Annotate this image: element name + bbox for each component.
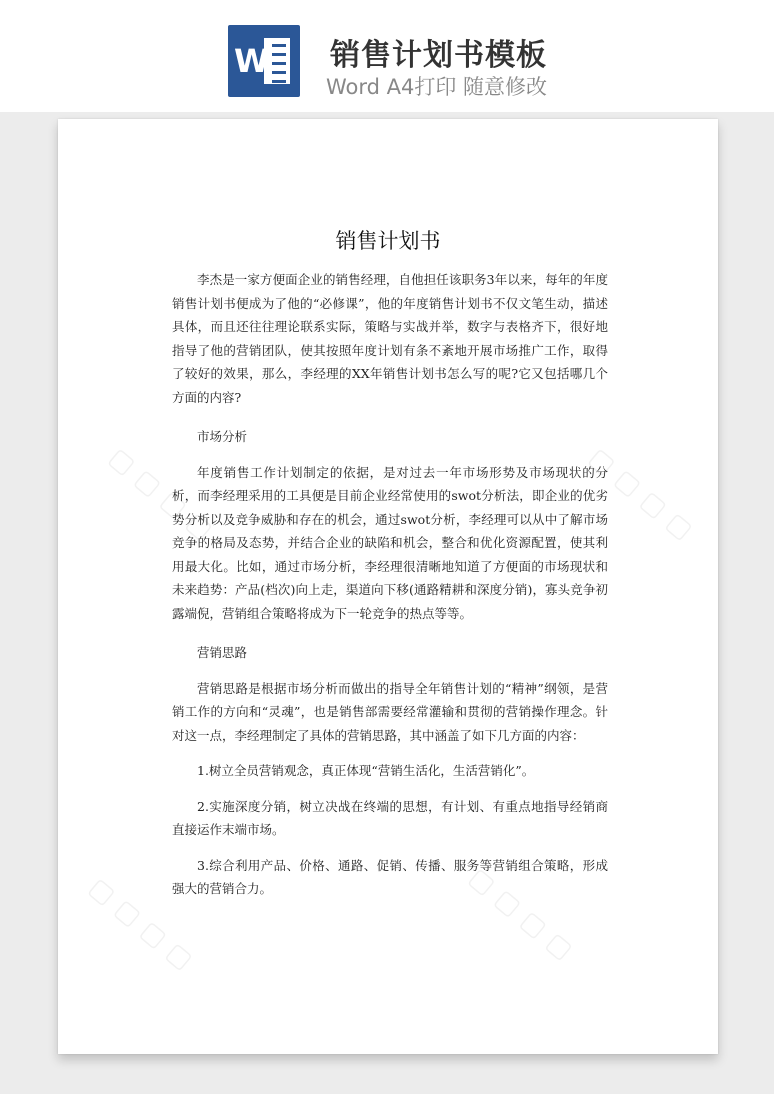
watermark-mark: ▢ ▢ ▢ ▢ <box>463 862 579 966</box>
document-page <box>58 119 718 1054</box>
watermark-mark: ▢ ▢ ▢ ▢ <box>103 442 219 546</box>
document-title: 销售计划书 <box>335 229 441 253</box>
word-doc-icon <box>228 25 300 97</box>
list-item: 2.实施深度分销，树立决战在终端的思想，有计划、有重点地指导经销商直接运作末端市场。 <box>172 798 608 837</box>
header-subtitle: Word A4打印 随意修改 <box>326 75 548 99</box>
marketing-ideas-paragraph: 营销思路是根据市场分析而做出的指导全年销售计划的“精神”纲领，是营销工作的方向和“灵魂”，也是销售部需要经常灌输和贯彻的营销操作理念。针对这一点，李经理制定了具体的营销思路，其中涵盖了如下几方面的内容： <box>172 680 608 743</box>
header-banner <box>0 0 774 112</box>
watermark-mark: ▢ ▢ ▢ ▢ <box>83 872 199 976</box>
intro-paragraph: 李杰是一家方便面企业的销售经理，自他担任该职务3年以来，每年的年度销售计划书便成为了他的“必修课”，他的年度销售计划书不仅文笔生动，描述具体，而且还往往理论联系实际，策略与实战并举，数字与表格齐下，很好地指导了他的营销团队，使其按照年度计划有条不紊地开展市场推广工作，取得了较好的效果，那么，李经理的XX年销售计划书怎么写的呢?它又包括哪几个方面的内容? <box>172 272 608 405</box>
market-analysis-paragraph: 年度销售工作计划制定的依据，是对过去一年市场形势及市场现状的分析，而李经理采用的工具便是目前企业经常使用的swot分析法，即企业的优劣势分析以及竞争威胁和存在的机会，通过swot分析，李经理可以从中了解市场竞争的格局及态势，并结合企业的缺陷和机会，整合和优化资源配置，使其利用最大化。比如，通过市场分析，李经理很清晰地知道了方便面的市场现状和未来趋势：产品(档次)向上走，渠道向下移(通路精耕和深度分销)，寡头竞争初露端倪，营销组合策略将成为下一轮竞争的热点等等。 <box>172 464 608 621</box>
word-logo-letter: W <box>234 42 270 80</box>
section-heading-marketing-ideas: 营销思路 <box>197 645 248 660</box>
document-body <box>172 268 608 901</box>
list-item: 3.综合利用产品、价格、通路、促销、传播、服务等营销组合策略，形成强大的营销合力。 <box>172 857 608 896</box>
list-item: 1.树立全员营销观念，真正体现“营销生活化，生活营销化”。 <box>197 763 535 778</box>
header-title: 销售计划书模板 <box>330 38 547 73</box>
watermark-mark: ▢ ▢ ▢ ▢ <box>583 442 699 546</box>
section-heading-market-analysis: 市场分析 <box>197 429 248 444</box>
